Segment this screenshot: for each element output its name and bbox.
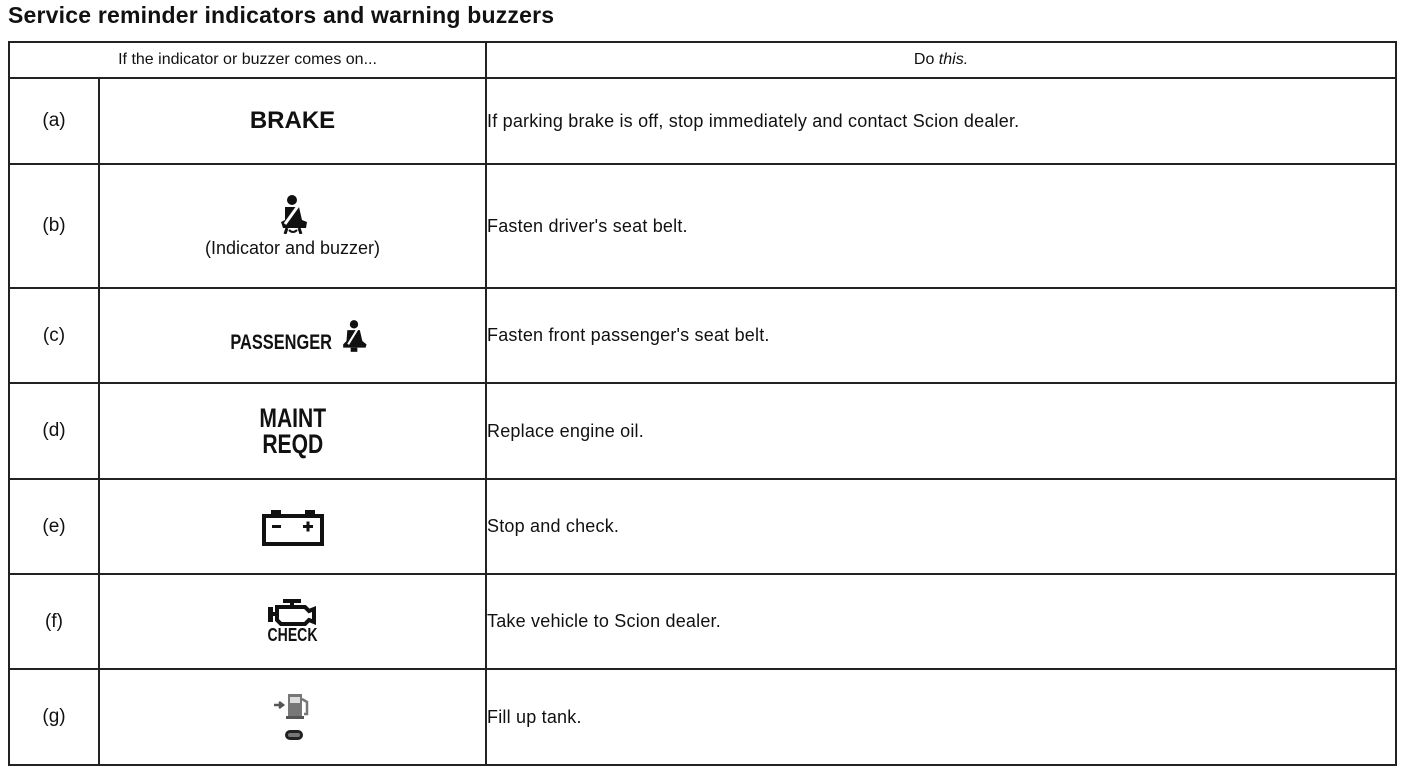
table-row — [9, 479, 1396, 574]
fuel-pump-icon — [100, 690, 485, 744]
header-action — [486, 42, 1396, 78]
passenger-label: PASSENGER — [230, 330, 333, 354]
page-title: Service reminder indicators and warning buzzers — [8, 2, 555, 28]
check-label: CHECK — [267, 624, 318, 645]
seat-belt-icon — [339, 317, 369, 355]
indicator-cell — [99, 288, 486, 383]
header-action-italic: this. — [938, 51, 969, 68]
brake-indicator: BRAKE — [249, 107, 336, 134]
row-letter: (e) — [9, 479, 99, 574]
indicator-cell — [99, 574, 486, 669]
action-text: Fasten driver's seat belt. — [486, 164, 1396, 288]
reminder-table — [8, 41, 1397, 766]
action-text: Replace engine oil. — [486, 383, 1396, 479]
seat-belt-icon — [100, 194, 485, 234]
indicator-sub-label: (Indicator and buzzer) — [204, 237, 381, 258]
indicator-cell — [99, 479, 486, 574]
engine-icon — [100, 598, 485, 626]
row-letter: (b) — [9, 164, 99, 288]
table-row — [9, 574, 1396, 669]
row-letter: (d) — [9, 383, 99, 479]
table-row — [9, 383, 1396, 479]
reqd-line: REQD — [262, 428, 323, 459]
maint-line: MAINT — [259, 402, 326, 433]
battery-icon — [100, 508, 485, 546]
row-letter: (f) — [9, 574, 99, 669]
action-text: If parking brake is off, stop immediately and contact Scion dealer. — [486, 78, 1396, 164]
row-letter: (c) — [9, 288, 99, 383]
table-row — [9, 288, 1396, 383]
indicator-cell — [99, 164, 486, 288]
action-text: Stop and check. — [486, 479, 1396, 574]
table-row — [9, 78, 1396, 164]
header-indicator: If the indicator or buzzer comes on... — [9, 42, 486, 78]
indicator-cell — [99, 383, 486, 479]
action-text: Fasten front passenger's seat belt. — [486, 288, 1396, 383]
table-header-row — [9, 42, 1396, 78]
action-text: Take vehicle to Scion dealer. — [486, 574, 1396, 669]
indicator-cell — [99, 669, 486, 765]
header-action-prefix: Do — [913, 51, 939, 68]
table-row — [9, 669, 1396, 765]
table-row — [9, 164, 1396, 288]
maint-reqd-indicator — [259, 402, 326, 459]
row-letter: (g) — [9, 669, 99, 765]
passenger-indicator — [216, 317, 368, 355]
row-letter: (a) — [9, 78, 99, 164]
action-text: Fill up tank. — [486, 669, 1396, 765]
indicator-cell — [99, 78, 486, 164]
